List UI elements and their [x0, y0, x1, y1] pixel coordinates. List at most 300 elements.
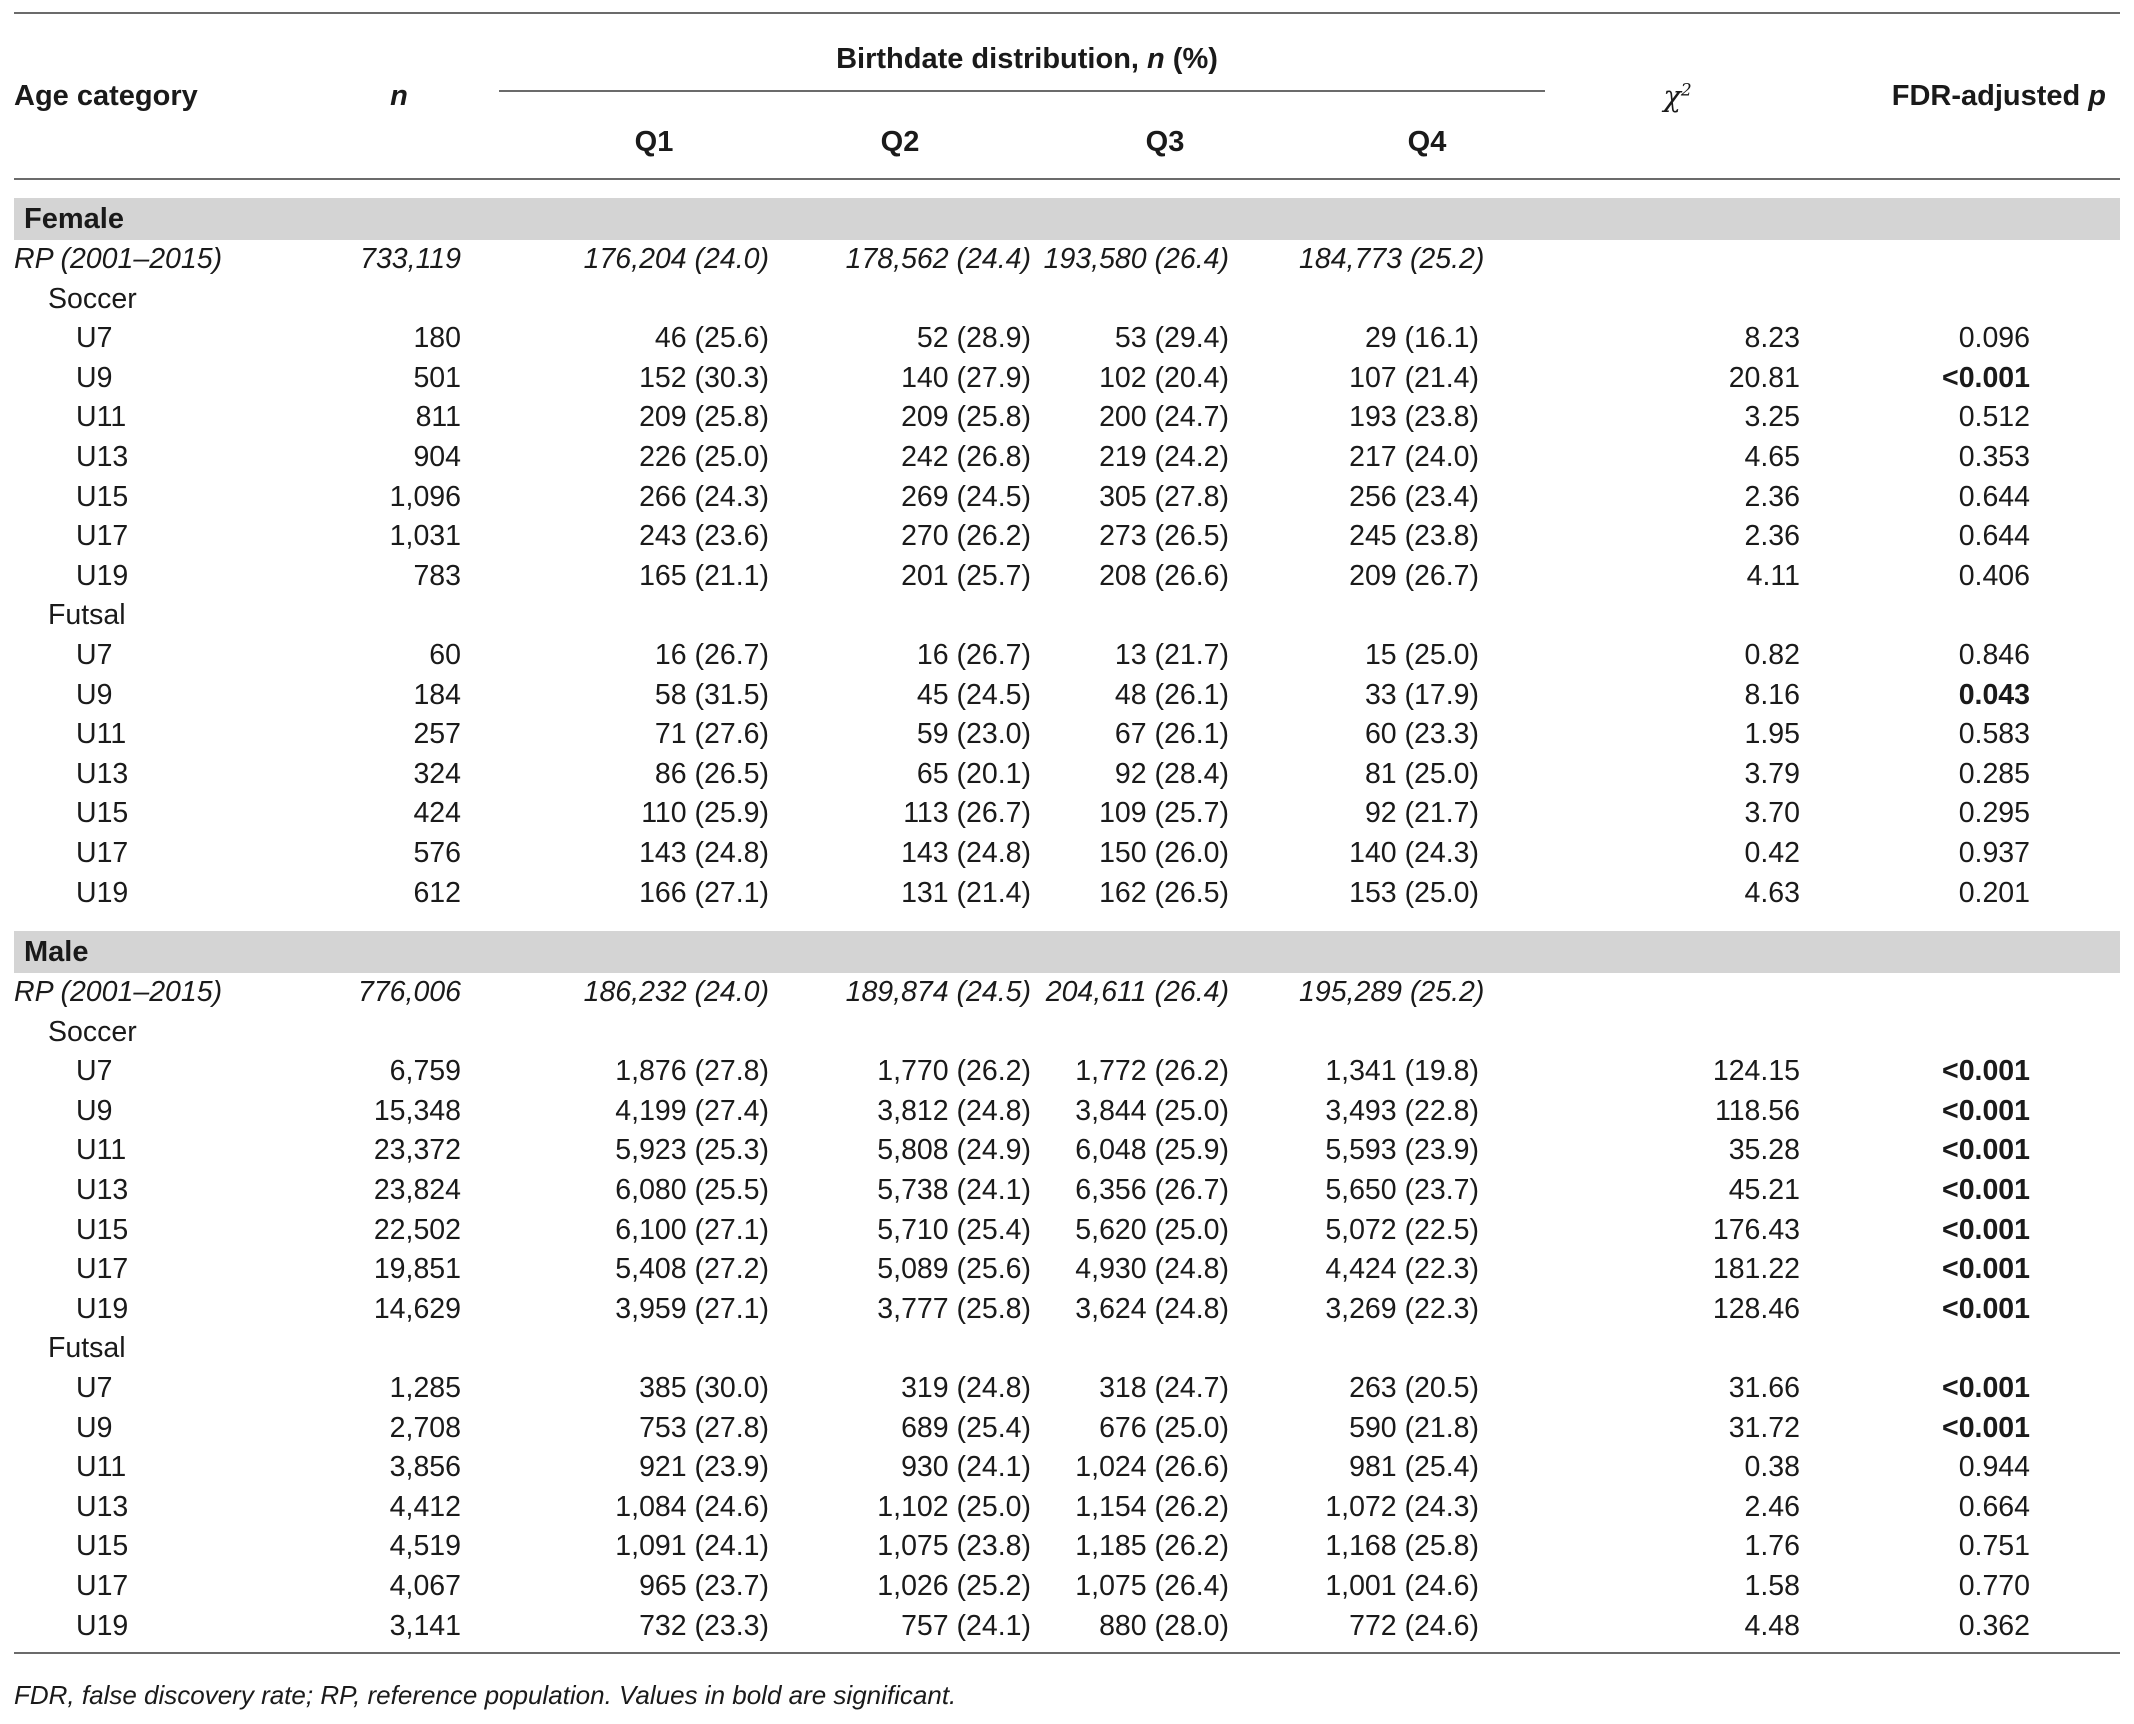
rp-n: 776,006 — [357, 976, 461, 1009]
birthdate-pct: (%) — [1164, 43, 1218, 75]
empty-cell — [769, 1013, 1031, 1053]
q4-cell: 1,072 (24.3) — [1325, 1490, 1480, 1523]
chi-square-cell: 8.23 — [1744, 322, 1801, 355]
q4-cell: 263 (20.5) — [1349, 1372, 1480, 1405]
q2-cell: 1,026 (25.2) — [877, 1570, 1031, 1602]
rp-n: 733,119 — [360, 243, 461, 275]
rp-chi — [1555, 973, 1800, 1013]
q3-cell: 1,185 (26.2) — [1075, 1530, 1229, 1563]
chi-square-cell: 3.79 — [1744, 757, 1801, 790]
q3-cell: 48 (26.1) — [1114, 678, 1229, 711]
table-row — [14, 1448, 2120, 1488]
q3-cell: 305 (27.8) — [1099, 480, 1229, 513]
fdr-p-cell: <0.001 — [1942, 1372, 2031, 1405]
q4-cell: 217 (24.0) — [1349, 440, 1480, 473]
chi-square-cell: 3.70 — [1744, 797, 1801, 830]
table-row — [14, 1488, 2120, 1528]
age-category-cell: U11 — [76, 1451, 127, 1484]
q4-cell: 5,072 (22.5) — [1325, 1213, 1480, 1246]
q3-cell: 53 (29.4) — [1114, 322, 1229, 355]
chi-square-cell: 3.25 — [1744, 401, 1801, 434]
q2-cell: 5,738 (24.1) — [877, 1174, 1031, 1207]
n-cell: 23,372 — [373, 1134, 461, 1167]
n-cell: 783 — [413, 559, 461, 592]
empty-cell — [1031, 280, 1299, 320]
q1-cell: 4,199 (27.4) — [615, 1094, 769, 1127]
fdr-p-cell: 0.362 — [1800, 1607, 2120, 1654]
fdr-p-cell: 0.770 — [1958, 1570, 2031, 1602]
q3-cell: 67 (26.1) — [1114, 718, 1229, 751]
chi-square-cell: 2.36 — [1744, 480, 1801, 513]
n-cell: 501 — [413, 361, 461, 394]
table-row — [14, 676, 2120, 716]
age-category-cell: U11 — [76, 401, 127, 434]
q3-cell: 6,356 (26.7) — [1075, 1174, 1229, 1207]
table-row — [14, 1409, 2120, 1449]
q2-cell: 1,102 (25.0) — [877, 1490, 1031, 1523]
q2-cell: 45 (24.5) — [916, 678, 1031, 711]
n-cell: 23,824 — [373, 1174, 461, 1207]
n-cell: 4,067 — [389, 1570, 461, 1602]
q1-cell: 46 (25.6) — [654, 322, 769, 355]
chi-symbol: χ — [1663, 79, 1681, 113]
q1-cell: 71 (27.6) — [654, 718, 769, 751]
sport-group-label: Soccer — [48, 1015, 137, 1048]
section-header-row — [14, 931, 2120, 973]
empty-cell — [299, 280, 499, 320]
q3-cell: 208 (26.6) — [1099, 559, 1229, 592]
table-row — [14, 636, 2120, 676]
fdr-p-cell: 0.512 — [1958, 401, 2031, 434]
rp-p — [1800, 973, 2120, 1013]
spacer-cell — [14, 179, 2120, 198]
q3-cell: 200 (24.7) — [1099, 401, 1229, 434]
fdr-p-cell: <0.001 — [1942, 1253, 2031, 1286]
q1-cell: 965 (23.7) — [639, 1570, 769, 1602]
q2-cell: 140 (27.9) — [901, 361, 1031, 394]
q2-cell: 201 (25.7) — [901, 559, 1031, 592]
q1-cell: 226 (25.0) — [639, 440, 769, 473]
age-category-cell: U7 — [76, 638, 113, 671]
age-category-cell: U9 — [76, 1411, 113, 1444]
fdr-p-cell: 0.664 — [1958, 1490, 2031, 1523]
sport-group-label: Futsal — [48, 599, 126, 632]
table-row — [14, 557, 2120, 597]
fdr-p-cell: <0.001 — [1942, 1292, 2031, 1325]
chi-square-cell: 8.16 — [1744, 678, 1801, 711]
fdr-p-cell: <0.001 — [1942, 1055, 2031, 1088]
age-category-cell: U13 — [76, 1174, 129, 1207]
q1-cell: 385 (30.0) — [639, 1372, 769, 1405]
q1-cell: 209 (25.8) — [639, 401, 769, 434]
q2-cell: 269 (24.5) — [901, 480, 1031, 513]
n-cell: 811 — [415, 401, 461, 434]
empty-cell — [499, 1329, 769, 1369]
fdr-p-cell: <0.001 — [1942, 1213, 2031, 1246]
fdr-p-cell: <0.001 — [1942, 1174, 2031, 1207]
rp-q3: 193,580 (26.4) — [1043, 243, 1229, 275]
table-row — [14, 874, 2120, 914]
spacer-cell — [14, 913, 2120, 931]
rp-q4: 184,773 (25.2) — [1299, 243, 1485, 275]
q2-cell: 113 (26.7) — [903, 797, 1031, 830]
section-spacer — [14, 913, 2120, 931]
age-category-cell: U7 — [76, 1372, 113, 1405]
header-n: n — [299, 13, 499, 179]
q3-cell: 92 (28.4) — [1114, 757, 1229, 790]
empty-cell — [769, 596, 1031, 636]
q2-cell: 16 (26.7) — [916, 638, 1031, 671]
chi-square-cell: 1.95 — [1744, 718, 1801, 751]
rp-q1: 176,204 (24.0) — [583, 243, 769, 275]
n-cell: 1,031 — [389, 520, 461, 553]
q4-cell: 209 (26.7) — [1349, 559, 1480, 592]
fdr-p-cell: 0.285 — [1958, 757, 2031, 790]
sport-group-row — [14, 1329, 2120, 1369]
empty-cell — [1031, 1013, 1299, 1053]
chi-square-cell: 0.82 — [1744, 638, 1801, 671]
empty-cell — [1800, 280, 2120, 320]
fdr-p-cell: <0.001 — [1942, 1094, 2031, 1127]
q4-cell: 772 (24.6) — [1299, 1607, 1555, 1654]
n-cell: 180 — [413, 322, 461, 355]
chi-square-cell: 31.66 — [1728, 1372, 1801, 1405]
sport-group-row — [14, 280, 2120, 320]
q4-cell: 3,269 (22.3) — [1325, 1292, 1480, 1325]
q2-cell: 1,075 (23.8) — [877, 1530, 1031, 1563]
q3-cell: 150 (26.0) — [1099, 836, 1229, 869]
q4-cell: 140 (24.3) — [1349, 836, 1480, 869]
n-cell: 257 — [413, 718, 461, 751]
fdr-p-cell: 0.644 — [1958, 480, 2031, 513]
q1-cell: 152 (30.3) — [639, 361, 769, 394]
q3-cell: 109 (25.7) — [1099, 797, 1229, 830]
q1-cell: 732 (23.3) — [499, 1607, 769, 1654]
q2-cell: 52 (28.9) — [916, 322, 1031, 355]
empty-cell — [1555, 280, 1800, 320]
q2-cell: 3,812 (24.8) — [877, 1094, 1031, 1127]
empty-cell — [1555, 1013, 1800, 1053]
table-row — [14, 398, 2120, 438]
q1-cell: 1,091 (24.1) — [615, 1530, 769, 1563]
rp-q3: 204,611 (26.4) — [1045, 976, 1229, 1009]
age-category-cell: U15 — [76, 480, 129, 513]
empty-cell — [499, 280, 769, 320]
q2-cell: 1,770 (26.2) — [877, 1055, 1031, 1088]
q4-cell: 981 (25.4) — [1349, 1451, 1480, 1484]
q1-cell: 16 (26.7) — [654, 638, 769, 671]
table-row — [14, 438, 2120, 478]
fdr-p-cell: 0.201 — [1958, 876, 2031, 909]
table-row — [14, 1171, 2120, 1211]
q3-cell: 162 (26.5) — [1099, 876, 1229, 909]
table-row — [14, 1290, 2120, 1330]
reference-population-row — [14, 973, 2120, 1013]
table-row — [14, 1369, 2120, 1409]
rp-chi — [1555, 240, 1800, 280]
q4-cell: 92 (21.7) — [1364, 797, 1480, 830]
q1-cell: 6,100 (27.1) — [615, 1213, 769, 1246]
q4-cell: 29 (16.1) — [1364, 322, 1480, 355]
q4-cell: 590 (21.8) — [1349, 1411, 1480, 1444]
rp-label: RP (2001–2015) — [14, 243, 223, 275]
q3-cell: 880 (28.0) — [1031, 1607, 1299, 1654]
table-row — [14, 517, 2120, 557]
table-row — [14, 1211, 2120, 1251]
fdr-p-cell: 0.846 — [1958, 638, 2031, 671]
chi-square-cell: 176.43 — [1712, 1213, 1801, 1246]
empty-cell — [769, 280, 1031, 320]
age-category-cell: U7 — [76, 1055, 113, 1088]
q3-cell: 5,620 (25.0) — [1075, 1213, 1229, 1246]
q4-cell: 33 (17.9) — [1364, 678, 1480, 711]
q2-cell: 65 (20.1) — [916, 757, 1031, 790]
n-cell: 324 — [413, 757, 461, 790]
q2-cell: 5,808 (24.9) — [877, 1134, 1031, 1167]
chi-square-cell: 2.46 — [1744, 1490, 1801, 1523]
rp-q4: 195,289 (25.2) — [1299, 976, 1485, 1009]
fdr-p-cell: 0.043 — [1958, 678, 2031, 711]
empty-cell — [1031, 596, 1299, 636]
q3-cell: 3,844 (25.0) — [1075, 1094, 1229, 1127]
header-chi-square — [1555, 13, 1800, 179]
chi-square-cell: 4.11 — [1746, 559, 1801, 592]
empty-cell — [299, 1013, 499, 1053]
n-cell: 3,856 — [389, 1451, 461, 1484]
q4-cell: 153 (25.0) — [1349, 876, 1480, 909]
chi-square-cell: 2.36 — [1744, 520, 1801, 553]
empty-cell — [1555, 1329, 1800, 1369]
rp-q1: 186,232 (24.0) — [583, 976, 769, 1009]
reference-population-row — [14, 240, 2120, 280]
header-span-rule — [499, 90, 1545, 92]
age-category-cell: U13 — [76, 757, 129, 790]
table-row — [14, 1092, 2120, 1132]
n-cell: 4,412 — [389, 1490, 461, 1523]
q4-cell: 3,493 (22.8) — [1325, 1094, 1480, 1127]
header-q3: Q3 — [1031, 102, 1299, 179]
header-q4: Q4 — [1299, 102, 1555, 179]
fdr-p-cell: <0.001 — [1942, 361, 2031, 394]
rp-label: RP (2001–2015) — [14, 976, 223, 1009]
fdr-label: FDR-adjusted — [1891, 79, 2089, 112]
q4-cell: 60 (23.3) — [1364, 718, 1480, 751]
q4-cell: 256 (23.4) — [1349, 480, 1480, 513]
chi-square-cell: 124.15 — [1712, 1055, 1801, 1088]
q1-cell: 166 (27.1) — [639, 876, 769, 909]
age-category-cell: U19 — [76, 1292, 129, 1325]
q1-cell: 1,084 (24.6) — [615, 1490, 769, 1523]
empty-cell — [499, 596, 769, 636]
age-category-cell: U13 — [76, 440, 129, 473]
empty-cell — [499, 1013, 769, 1053]
table-row — [14, 1607, 2120, 1654]
q4-cell: 245 (23.8) — [1349, 520, 1480, 553]
q3-cell: 676 (25.0) — [1099, 1411, 1229, 1444]
chi-square-cell: 181.22 — [1712, 1253, 1801, 1286]
chi-square-cell: 128.46 — [1712, 1292, 1801, 1325]
table-row — [14, 834, 2120, 874]
q3-cell: 4,930 (24.8) — [1075, 1253, 1229, 1286]
age-category-cell: U11 — [76, 718, 127, 751]
q3-cell: 1,075 (26.4) — [1075, 1570, 1229, 1602]
fdr-p-cell: 0.406 — [1958, 559, 2031, 592]
q2-cell: 131 (21.4) — [901, 876, 1031, 909]
q1-cell: 6,080 (25.5) — [615, 1174, 769, 1207]
age-category-cell: U17 — [76, 1570, 129, 1602]
header-q2: Q2 — [769, 102, 1031, 179]
q1-cell: 110 (25.9) — [641, 797, 769, 830]
q1-cell: 5,408 (27.2) — [615, 1253, 769, 1286]
chi-square-cell: 0.42 — [1744, 836, 1801, 869]
q3-cell: 1,024 (26.6) — [1075, 1451, 1229, 1484]
empty-cell — [1299, 1013, 1555, 1053]
birthdate-label: Birthdate distribution, — [836, 43, 1148, 75]
header-birthdate-distribution — [499, 13, 1555, 102]
n-cell: 60 — [429, 638, 461, 671]
age-category-cell: U19 — [14, 1607, 299, 1654]
q1-cell: 86 (26.5) — [654, 757, 769, 790]
section-header-row — [14, 198, 2120, 240]
n-cell: 1,096 — [389, 480, 461, 513]
q2-cell: 930 (24.1) — [901, 1451, 1031, 1484]
fdr-p-cell: 0.644 — [1958, 520, 2031, 553]
sport-group-row — [14, 1013, 2120, 1053]
n-cell: 3,141 — [299, 1607, 499, 1654]
header-q1: Q1 — [499, 102, 769, 179]
age-category-cell: U15 — [76, 797, 129, 830]
fdr-p-cell: 0.751 — [1958, 1530, 2031, 1563]
table-row — [14, 794, 2120, 834]
chi-square-cell: 31.72 — [1728, 1411, 1801, 1444]
empty-cell — [1299, 280, 1555, 320]
q2-cell: 59 (23.0) — [916, 718, 1031, 751]
fdr-p-cell: 0.353 — [1958, 440, 2031, 473]
q2-cell: 242 (26.8) — [901, 440, 1031, 473]
q4-cell: 1,341 (19.8) — [1325, 1055, 1480, 1088]
table-footnote: FDR, false discovery rate; RP, reference population. Values in bold are significant. — [14, 1680, 957, 1710]
section-title: Male — [14, 931, 2120, 973]
chi-square-cell: 1.76 — [1744, 1530, 1801, 1563]
empty-cell — [1800, 1329, 2120, 1369]
empty-cell — [769, 1329, 1031, 1369]
q2-cell: 143 (24.8) — [901, 836, 1031, 869]
rp-q2: 178,562 (24.4) — [845, 243, 1031, 275]
n-cell: 612 — [413, 876, 461, 909]
n-cell: 576 — [413, 836, 461, 869]
q3-cell: 1,772 (26.2) — [1075, 1055, 1229, 1088]
q3-cell: 273 (26.5) — [1099, 520, 1229, 553]
n-cell: 4,519 — [389, 1530, 461, 1563]
table-row — [14, 715, 2120, 755]
section-title: Female — [14, 198, 2120, 240]
empty-cell — [1299, 1329, 1555, 1369]
table-row — [14, 1250, 2120, 1290]
n-cell: 1,285 — [389, 1372, 461, 1405]
n-cell: 904 — [413, 440, 461, 473]
age-category-cell: U19 — [76, 876, 129, 909]
age-category-cell: U17 — [76, 836, 129, 869]
table-row — [14, 478, 2120, 518]
q4-cell: 193 (23.8) — [1349, 401, 1480, 434]
q3-cell: 6,048 (25.9) — [1075, 1134, 1229, 1167]
empty-cell — [1031, 1329, 1299, 1369]
fdr-p-cell: 0.295 — [1958, 797, 2031, 830]
age-category-cell: U9 — [76, 678, 113, 711]
chi-square-cell: 35.28 — [1728, 1134, 1801, 1167]
q2-cell: 209 (25.8) — [901, 401, 1031, 434]
n-cell: 2,708 — [389, 1411, 461, 1444]
chi-square-cell: 4.48 — [1555, 1607, 1800, 1654]
age-category-cell: U17 — [76, 520, 129, 553]
age-category-cell: U11 — [76, 1134, 127, 1167]
age-category-cell: U19 — [76, 559, 129, 592]
section-spacer — [14, 179, 2120, 198]
age-category-cell: U9 — [76, 1094, 113, 1127]
sport-group-row — [14, 596, 2120, 636]
fdr-p: p — [2088, 79, 2107, 112]
empty-cell — [1555, 596, 1800, 636]
birthdate-n: n — [1147, 43, 1165, 75]
sport-group-label: Futsal — [48, 1332, 126, 1365]
table-row — [14, 319, 2120, 359]
q3-cell: 102 (20.4) — [1099, 361, 1229, 394]
q1-cell: 266 (24.3) — [639, 480, 769, 513]
fdr-p-cell: 0.583 — [1958, 718, 2031, 751]
fdr-p-cell: <0.001 — [1942, 1411, 2031, 1444]
table-row — [14, 1527, 2120, 1567]
q2-cell: 5,710 (25.4) — [877, 1213, 1031, 1246]
q2-cell: 757 (24.1) — [769, 1607, 1031, 1654]
q3-cell: 3,624 (24.8) — [1075, 1292, 1229, 1325]
q1-cell: 243 (23.6) — [639, 520, 769, 553]
table-row — [14, 1567, 2120, 1607]
sport-group-label: Soccer — [48, 282, 137, 315]
q4-cell: 5,650 (23.7) — [1325, 1174, 1480, 1207]
chi-square-cell: 0.38 — [1744, 1451, 1801, 1484]
table-header — [14, 13, 2120, 179]
q1-cell: 58 (31.5) — [654, 678, 769, 711]
q1-cell: 5,923 (25.3) — [615, 1134, 769, 1167]
rp-p — [1800, 240, 2120, 280]
birthdate-distribution-table — [14, 12, 2120, 1654]
q3-cell: 1,154 (26.2) — [1075, 1490, 1229, 1523]
q1-cell: 753 (27.8) — [639, 1411, 769, 1444]
header-fdr-adjusted-p — [1800, 13, 2120, 179]
table-body — [14, 179, 2120, 1653]
q1-cell: 165 (21.1) — [639, 559, 769, 592]
age-category-cell: U9 — [76, 361, 113, 394]
empty-cell — [1800, 1013, 2120, 1053]
rp-q2: 189,874 (24.5) — [845, 976, 1031, 1009]
table-row — [14, 1131, 2120, 1171]
chi-square-cell: 45.21 — [1728, 1174, 1801, 1207]
q1-cell: 3,959 (27.1) — [615, 1292, 769, 1325]
table-row — [14, 755, 2120, 795]
table-row — [14, 1052, 2120, 1092]
n-cell: 184 — [413, 678, 461, 711]
q2-cell: 270 (26.2) — [901, 520, 1031, 553]
q4-cell: 15 (25.0) — [1364, 638, 1480, 671]
q4-cell: 4,424 (22.3) — [1325, 1253, 1480, 1286]
q2-cell: 689 (25.4) — [901, 1411, 1031, 1444]
q3-cell: 219 (24.2) — [1099, 440, 1229, 473]
q4-cell: 1,001 (24.6) — [1325, 1570, 1480, 1602]
q4-cell: 81 (25.0) — [1364, 757, 1480, 790]
q2-cell: 319 (24.8) — [901, 1372, 1031, 1405]
fdr-p-cell: 0.944 — [1958, 1451, 2031, 1484]
empty-cell — [299, 596, 499, 636]
